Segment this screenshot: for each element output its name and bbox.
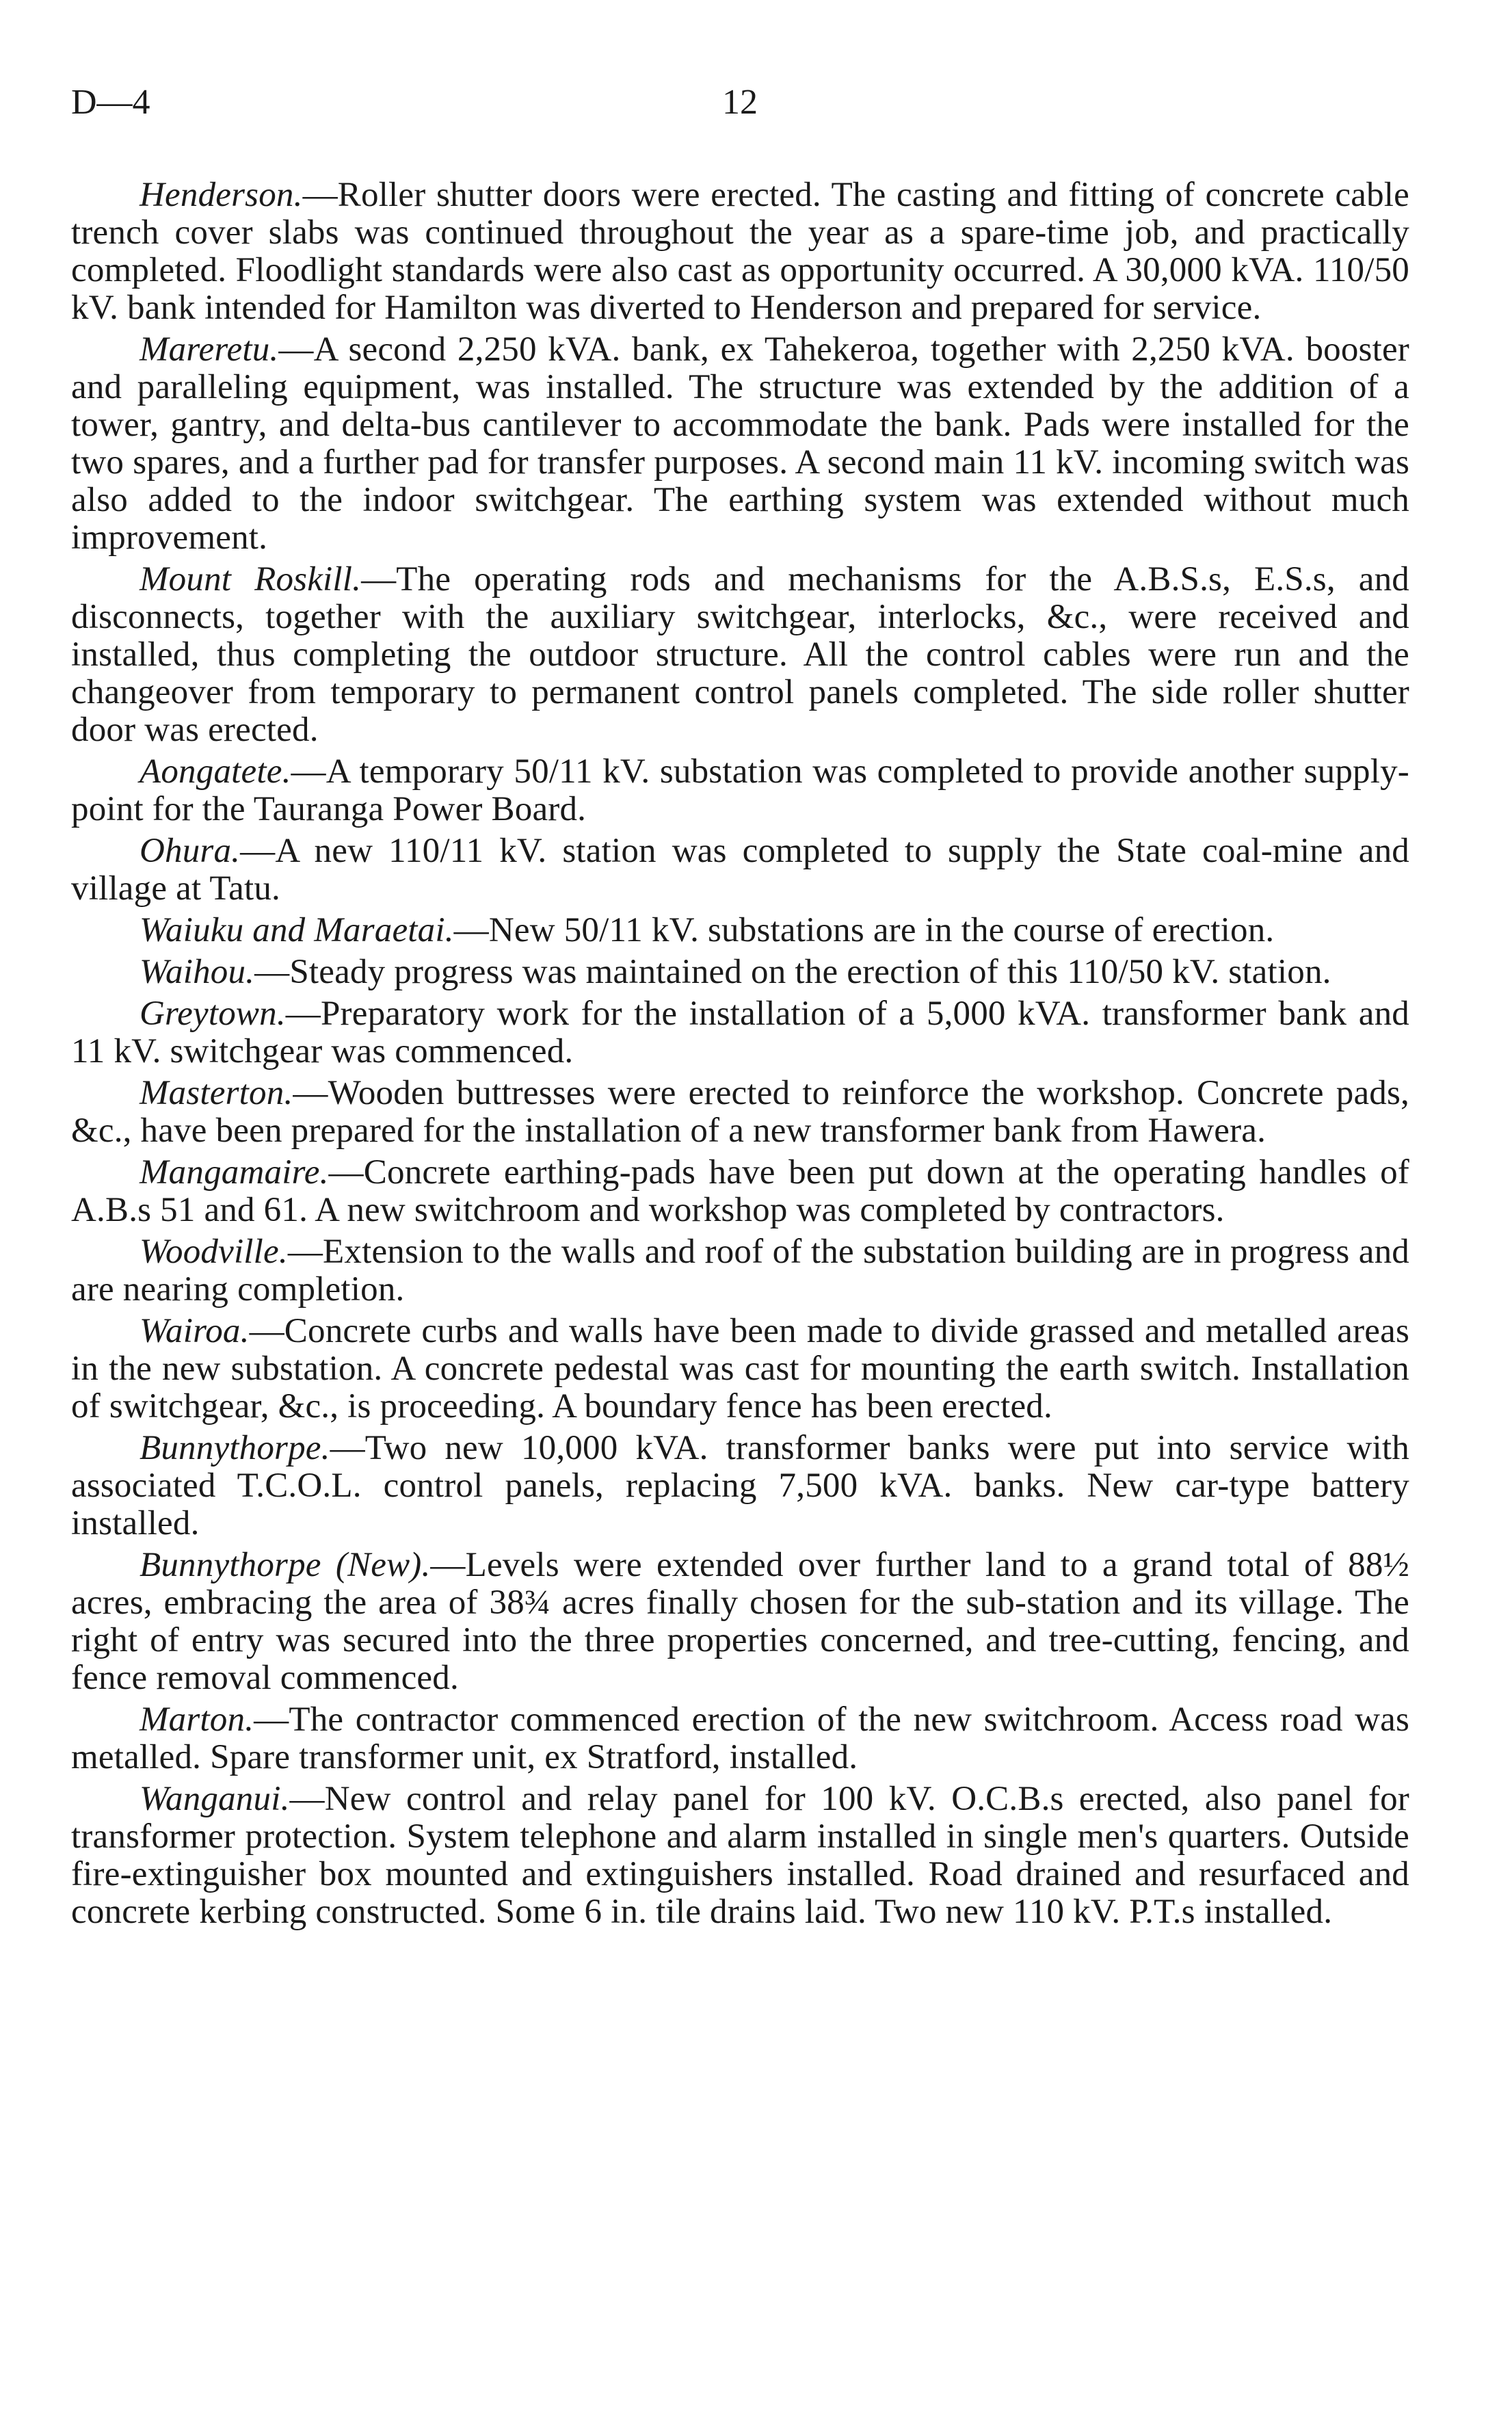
place-name: Bunnythorpe (New).: [140, 1546, 431, 1584]
paragraph-text: —Levels were extended over further land to a grand total of 88½ acres, embracing the area of 38¾ acres finally chosen for the sub-station and its village. The right of entry was secured into the three properties concerned, and tree-cutting, fencing, and fence removal commenced.: [71, 1546, 1409, 1697]
paragraph-text: —The operating rods and mechanisms for the A.B.S.s, E.S.s, and disconnects, together with the auxiliary switchgear, interlocks, &c., were received and installed, thus completing the outdoor structure. All the control cables were run and the changeover from temporary to permanent control panels completed. The side roller shutter door was erected.: [71, 560, 1409, 749]
document-body: [71, 176, 1409, 1931]
paragraph-text: —Steady progress was maintained on the erection of this 110/50 kV. station.: [254, 953, 1331, 991]
paragraph-aongatete: [71, 753, 1409, 828]
paragraph-wanganui: [71, 1780, 1409, 1931]
paragraph-wairoa: [71, 1313, 1409, 1425]
page-header: [71, 82, 1409, 164]
place-name: Greytown.: [140, 995, 286, 1033]
place-name: Wanganui.: [140, 1780, 290, 1818]
place-name: Aongatete.: [140, 752, 291, 791]
place-name: Masterton.: [140, 1074, 293, 1112]
paragraph-text: —A new 110/11 kV. station was completed to supply the State coal-mine and village at Tatu.: [71, 832, 1409, 908]
paragraph-text: —Concrete curbs and walls have been made to divide grassed and metalled areas in the new substation. A concrete pedestal was cast for mounting the earth switch. Installation of switchgear, &c., is proceeding. A boundary fence has been erected.: [71, 1312, 1409, 1425]
place-name: Mount Roskill.: [140, 560, 362, 599]
paragraph-text: —New 50/11 kV. substations are in the course of erection.: [453, 911, 1275, 949]
place-name: Waiuku and Maraetai.: [140, 911, 454, 949]
paragraph-text: —Two new 10,000 kVA. transformer banks were put into service with associated T.C.O.L. control panels, replacing 7,500 kVA. banks. New car-type battery installed.: [71, 1429, 1409, 1542]
paragraph-masterton: [71, 1075, 1409, 1150]
place-name: Wairoa.: [140, 1312, 250, 1350]
place-name: Waihou.: [140, 953, 255, 991]
paragraph-text: —A temporary 50/11 kV. substation was completed to provide another supply-point for the Tauranga Power Board.: [71, 752, 1409, 828]
paragraph-greytown: [71, 995, 1409, 1070]
place-name: Marton.: [140, 1700, 254, 1739]
place-name: Mareretu.: [140, 330, 279, 369]
paragraph-waiuku-maraetai: [71, 912, 1409, 949]
paragraph-bunnythorpe-new: [71, 1547, 1409, 1697]
paragraph-henderson: [71, 176, 1409, 327]
paragraph-mangamaire: [71, 1154, 1409, 1229]
place-name: Ohura.: [140, 832, 241, 870]
paragraph-mareretu: [71, 331, 1409, 557]
paragraph-ohura: [71, 832, 1409, 908]
paragraph-marton: [71, 1701, 1409, 1776]
place-name: Mangamaire.: [140, 1153, 329, 1192]
place-name: Henderson.: [140, 176, 303, 214]
document-reference: D—4: [71, 83, 150, 122]
paragraph-text: —Roller shutter doors were erected. The casting and fitting of concrete cable trench cover slabs was continued throughout the year as a spare-time job, and practically completed. Floodlight standards were also cast as opportunity occurred. A 30,000 kVA. 110/50 kV. bank intended for Hamilton was diverted to Henderson and prepared for service.: [71, 176, 1409, 327]
place-name: Woodville.: [140, 1233, 288, 1271]
paragraph-text: —Extension to the walls and roof of the substation building are in progress and are nearing completion.: [71, 1233, 1409, 1309]
paragraph-text: —Wooden buttresses were erected to reinforce the workshop. Concrete pads, &c., have been prepared for the installation of a new transformer bank from Hawera.: [71, 1074, 1409, 1150]
paragraph-bunnythorpe: [71, 1430, 1409, 1542]
place-name: Bunnythorpe.: [140, 1429, 330, 1467]
paragraph-waihou: [71, 954, 1409, 991]
paragraph-woodville: [71, 1233, 1409, 1309]
paragraph-text: —New control and relay panel for 100 kV. O.C.B.s erected, also panel for transformer protection. System telephone and alarm installed in single men's quarters. Outside fire-extinguisher box mounted and extinguishers installed. Road drained and resurfaced and concrete kerbing constructed. Some 6 in. tile drains laid. Two new 110 kV. P.T.s installed.: [71, 1780, 1409, 1931]
paragraph-text: —Concrete earthing-pads have been put down at the operating handles of A.B.s 51 and 61. A new switchroom and workshop was completed by contractors.: [71, 1153, 1409, 1229]
paragraph-text: —A second 2,250 kVA. bank, ex Tahekeroa, together with 2,250 kVA. booster and paralleling equipment, was installed. The structure was extended by the addition of a tower, gantry, and delta-bus cantilever to accommodate the bank. Pads were installed for the two spares, and a further pad for transfer purposes. A second main 11 kV. incoming switch was also added to the indoor switchgear. The earthing system was extended without much improvement.: [71, 330, 1409, 557]
page-number: 12: [722, 83, 758, 122]
paragraph-text: —Preparatory work for the installation of a 5,000 kVA. transformer bank and 11 kV. switchgear was commenced.: [71, 995, 1409, 1070]
paragraph-mount-roskill: [71, 561, 1409, 749]
paragraph-text: —The contractor commenced erection of the new switchroom. Access road was metalled. Spare transformer unit, ex Stratford, installed.: [71, 1700, 1409, 1776]
